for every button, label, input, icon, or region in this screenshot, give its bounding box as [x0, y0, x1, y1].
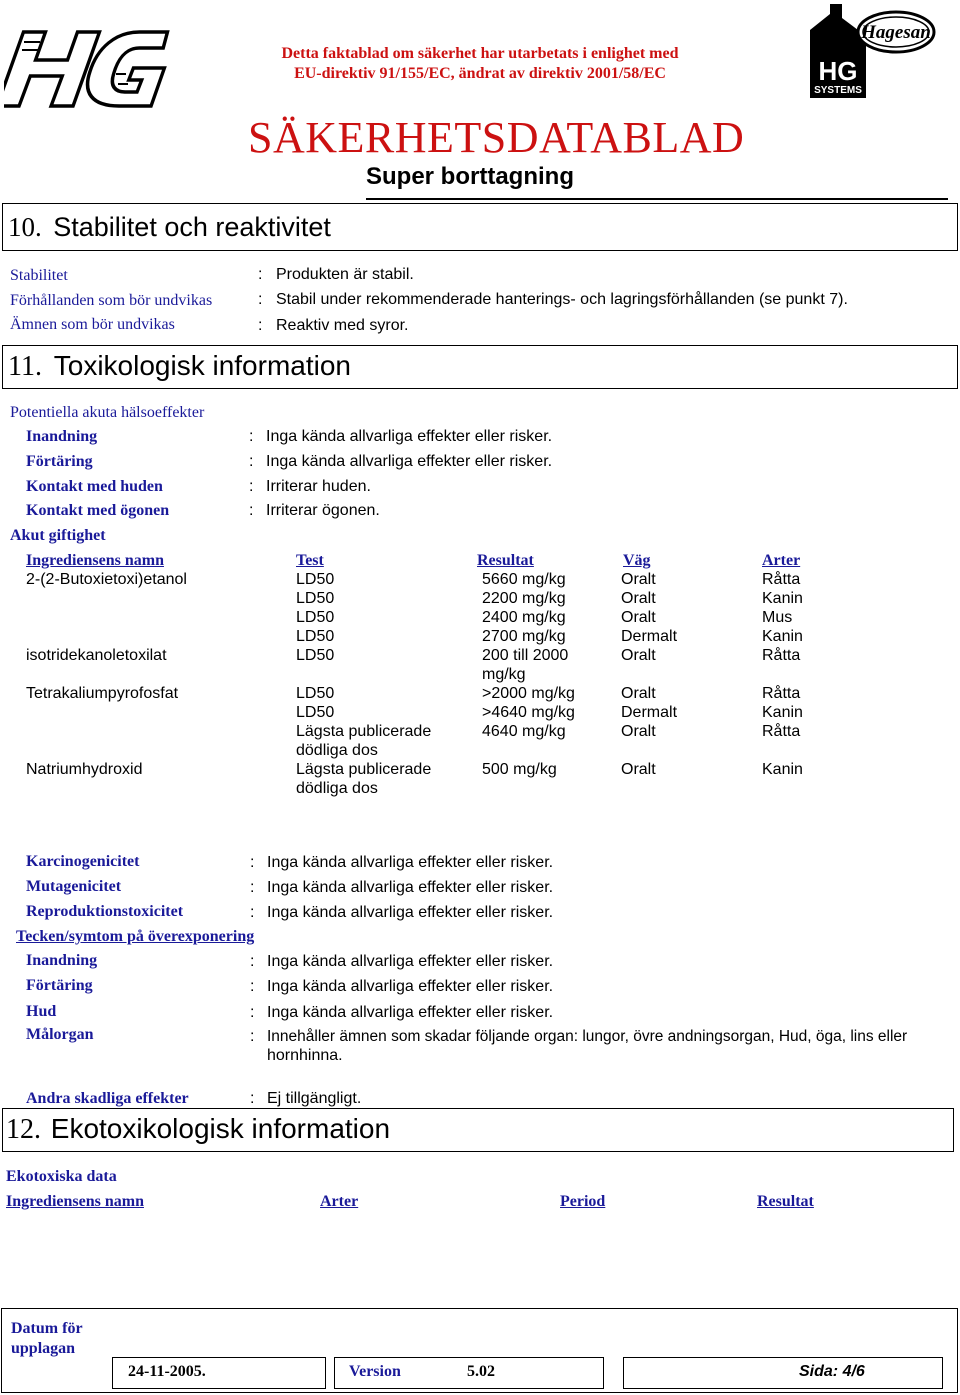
cell-ingredient: Tetrakaliumpyrofosfat	[26, 685, 179, 702]
version-value: 5.02	[467, 1363, 495, 1380]
cell-result: 4640 mg/kg	[482, 723, 566, 740]
colon: :	[258, 317, 263, 334]
mutagenicity-value: Inga kända allvarliga effekter eller risker.	[267, 879, 554, 896]
cell-result-cont: mg/kg	[482, 666, 526, 683]
cell-test: LD50	[296, 685, 335, 702]
acute-toxicity-heading: Akut giftighet	[10, 527, 106, 544]
version-label: Version	[349, 1363, 401, 1380]
cell-ingredient: Natriumhydroxid	[26, 761, 143, 778]
cell-species: Kanin	[762, 590, 803, 607]
acute-eyes-label: Kontakt med ögonen	[26, 502, 170, 519]
cell-test: LD50	[296, 704, 335, 721]
cell-ingredient: isotridekanoletoxilat	[26, 647, 167, 664]
conditions-label: Förhållanden som bör undvikas	[10, 292, 213, 309]
cell-test: LD50	[296, 571, 335, 588]
symptom-ingestion-label: Förtäring	[26, 977, 93, 994]
reproductive-toxicity-label: Reproduktionstoxicitet	[26, 903, 184, 920]
cell-species: Kanin	[762, 704, 803, 721]
colon: :	[249, 502, 254, 519]
conditions-value: Stabil under rekommenderade hanterings- och lagringsförhållanden (se punkt 7).	[276, 291, 848, 308]
acute-ingestion-value: Inga kända allvarliga effekter eller risker.	[266, 453, 553, 470]
section-12-title	[6, 1113, 390, 1146]
section-10-title	[8, 212, 331, 243]
colon: :	[250, 978, 255, 995]
colon: :	[249, 478, 254, 495]
cell-ingredient: 2-(2-Butoxietoxi)etanol	[26, 571, 187, 588]
section-11-title	[8, 350, 351, 383]
section-title-text: Stabilitet och reaktivitet	[53, 212, 331, 242]
cell-species: Råtta	[762, 685, 801, 702]
cell-route: Dermalt	[621, 628, 678, 645]
symptom-inhalation-value: Inga kända allvarliga effekter eller risker.	[267, 953, 554, 970]
mutagenicity-label: Mutagenicitet	[26, 878, 122, 895]
section-title-text: Ekotoxikologisk information	[50, 1113, 391, 1144]
cell-species: Råtta	[762, 647, 801, 664]
target-organs-value-cont: hornhinna.	[267, 1047, 343, 1064]
acute-eyes-value: Irriterar ögonen.	[266, 502, 380, 519]
eco-col-header-result: Resultat	[757, 1193, 814, 1210]
cell-result: 2700 mg/kg	[482, 628, 566, 645]
colon: :	[250, 1004, 255, 1021]
cell-test: Lägsta publicerade	[296, 723, 432, 740]
colon: :	[249, 453, 254, 470]
cell-result: 500 mg/kg	[482, 761, 557, 778]
carcinogenicity-value: Inga kända allvarliga effekter eller risker.	[267, 854, 554, 871]
colon: :	[250, 904, 255, 921]
cell-test: LD50	[296, 609, 335, 626]
logo-right	[806, 2, 938, 102]
colon: :	[250, 879, 255, 896]
acute-ingestion-label: Förtäring	[26, 453, 93, 470]
cell-species: Kanin	[762, 761, 803, 778]
date-value: 24-11-2005.	[128, 1363, 206, 1380]
cell-test: LD50	[296, 590, 335, 607]
stabilitet-value: Produkten är stabil.	[276, 266, 414, 283]
acute-effects-heading: Potentiella akuta hälsoeffekter	[10, 404, 205, 421]
materials-value: Reaktiv med syror.	[276, 317, 409, 334]
cell-route: Oralt	[621, 609, 656, 626]
svg-text:HG: HG	[818, 56, 858, 86]
section-title-text: Toxikologisk information	[53, 350, 351, 381]
symptom-skin-value: Inga kända allvarliga effekter eller risker.	[267, 1004, 554, 1021]
cell-test: Lägsta publicerade	[296, 761, 432, 778]
cell-result: 5660 mg/kg	[482, 571, 566, 588]
col-header-species: Arter	[762, 552, 801, 569]
section-number: 12.	[6, 1114, 41, 1145]
hagesan-brand-text: Hagesan	[861, 22, 931, 43]
document-title: SÄKERHETSDATABLAD	[248, 113, 745, 162]
carcinogenicity-label: Karcinogenicitet	[26, 853, 140, 870]
cell-result: >2000 mg/kg	[482, 685, 575, 702]
directive-line-1: Detta faktablad om säkerhet har utarbetats i enlighet med	[281, 45, 679, 62]
cell-species: Kanin	[762, 628, 803, 645]
reproductive-toxicity-value: Inga kända allvarliga effekter eller risker.	[267, 904, 554, 921]
date-label: Datum för	[11, 1320, 83, 1337]
target-organs-label: Målorgan	[26, 1026, 94, 1043]
acute-skin-value: Irriterar huden.	[266, 478, 371, 495]
cell-test: LD50	[296, 647, 335, 664]
acute-skin-label: Kontakt med huden	[26, 478, 163, 495]
col-header-ingredient: Ingrediensens namn	[26, 552, 164, 569]
cell-route: Oralt	[621, 571, 656, 588]
cell-route: Oralt	[621, 723, 656, 740]
cell-test-cont: dödliga dos	[296, 742, 378, 759]
header-rule	[366, 198, 948, 200]
acute-inhalation-label: Inandning	[26, 428, 98, 445]
colon: :	[250, 854, 255, 871]
cell-species: Råtta	[762, 723, 801, 740]
other-effects-value: Ej tillgängligt.	[267, 1090, 362, 1107]
cell-route: Dermalt	[621, 704, 678, 721]
symptom-inhalation-label: Inandning	[26, 952, 98, 969]
cell-species: Mus	[762, 609, 793, 626]
col-header-result: Resultat	[477, 552, 534, 569]
product-name: Super borttagning	[366, 163, 574, 190]
cell-test-cont: dödliga dos	[296, 780, 378, 797]
symptom-skin-label: Hud	[26, 1003, 57, 1020]
materials-label: Ämnen som bör undvikas	[10, 316, 175, 333]
col-header-route: Väg	[623, 552, 651, 569]
colon: :	[250, 953, 255, 970]
eco-col-header-period: Period	[560, 1193, 606, 1210]
other-effects-label: Andra skadliga effekter	[26, 1090, 189, 1107]
cell-result: 2400 mg/kg	[482, 609, 566, 626]
target-organs-value: Innehåller ämnen som skadar följande organ: lungor, övre andningsorgan, Hud, öga, lins eller	[267, 1028, 908, 1045]
cell-route: Oralt	[621, 685, 656, 702]
section-number: 10.	[8, 212, 42, 242]
section-number: 11.	[8, 351, 42, 382]
colon: :	[250, 1090, 255, 1107]
cell-result: >4640 mg/kg	[482, 704, 575, 721]
eco-col-header-ingredient: Ingrediensens namn	[6, 1193, 144, 1210]
hg-systems-logo-icon	[806, 2, 938, 102]
cell-test: LD50	[296, 628, 335, 645]
stabilitet-label: Stabilitet	[10, 267, 68, 284]
cell-result: 2200 mg/kg	[482, 590, 566, 607]
cell-route: Oralt	[621, 590, 656, 607]
cell-route: Oralt	[621, 761, 656, 778]
ecotoxic-data-heading: Ekotoxiska data	[6, 1168, 117, 1185]
colon: :	[258, 291, 263, 308]
acute-inhalation-value: Inga kända allvarliga effekter eller risker.	[266, 428, 553, 445]
col-header-test: Test	[296, 552, 324, 569]
colon: :	[250, 1028, 255, 1045]
page-number: Sida: 4/6	[799, 1363, 865, 1380]
cell-result: 200 till 2000	[482, 647, 569, 664]
date-label-cont: upplagan	[11, 1340, 76, 1357]
symptom-ingestion-value: Inga kända allvarliga effekter eller risker.	[267, 978, 554, 995]
cell-species: Råtta	[762, 571, 801, 588]
colon: :	[258, 266, 263, 283]
colon: :	[249, 428, 254, 445]
directive-line-2: EU-direktiv 91/155/EC, ändrat av direktiv 2001/58/EC	[294, 65, 666, 82]
cell-route: Oralt	[621, 647, 656, 664]
page-box	[623, 1357, 943, 1389]
svg-text:SYSTEMS: SYSTEMS	[814, 85, 862, 96]
eco-col-header-species: Arter	[320, 1193, 359, 1210]
symptoms-heading: Tecken/symtom på överexponering	[16, 928, 255, 945]
